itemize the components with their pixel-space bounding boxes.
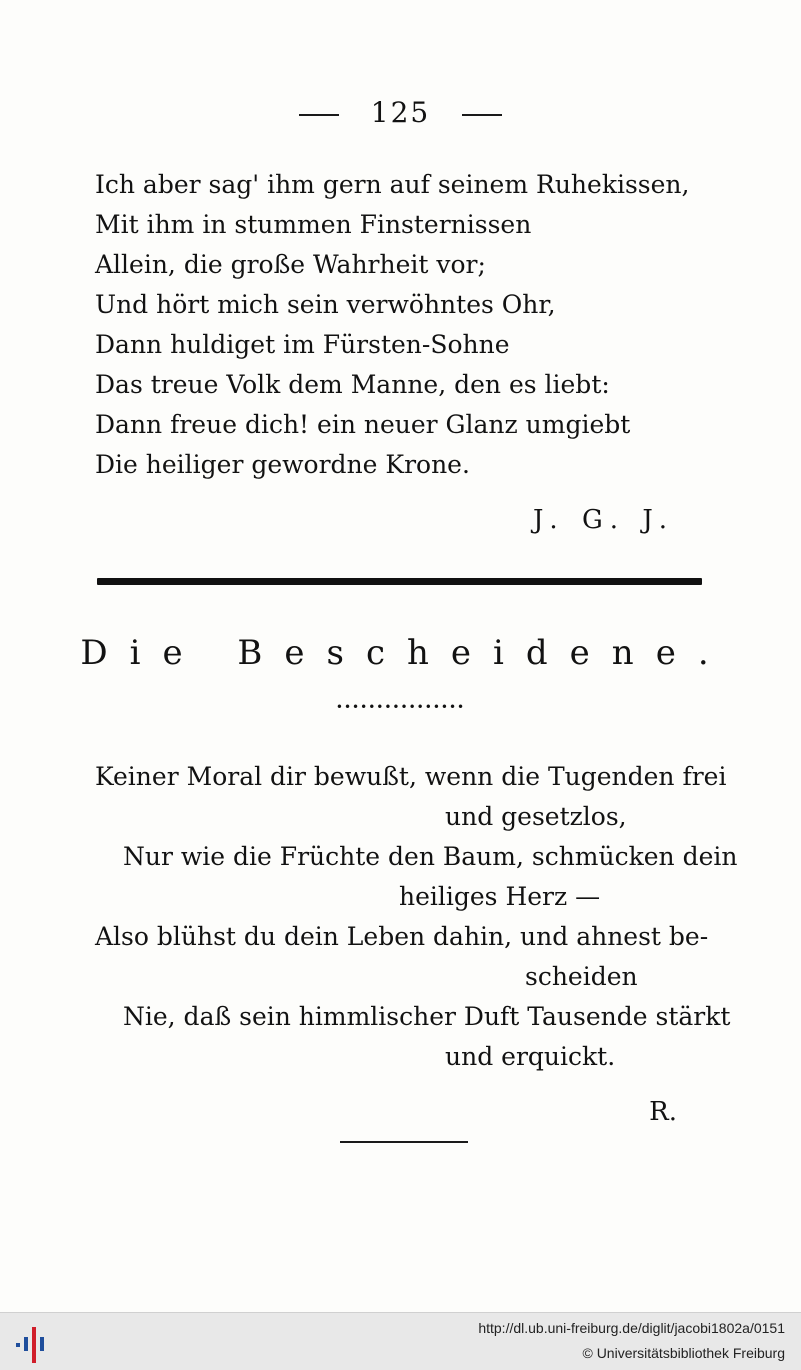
- folio-dash-left: [299, 114, 339, 116]
- poem2-line: Nie, daß sein himmlischer Duft Tausende stärkt: [123, 1002, 731, 1031]
- logo-graphic: [8, 1321, 54, 1365]
- poem2-line: Also blühst du dein Leben dahin, und ahnest be-: [95, 922, 709, 951]
- poem1-signature: J. G. J.: [533, 505, 675, 535]
- page-number: [0, 96, 801, 129]
- poem1-line: Die heiliger gewordne Krone.: [95, 450, 470, 479]
- section-divider: [97, 578, 702, 585]
- poem1-line: Dann freue dich! ein neuer Glanz umgiebt: [95, 410, 631, 439]
- copyright-text: © Universitätsbibliothek Freiburg: [582, 1345, 785, 1361]
- poem-first-stanza: [95, 165, 689, 485]
- page-number-text: 125: [370, 96, 431, 129]
- title-ornament: ••••••••••••••••: [335, 700, 466, 714]
- poem1-line: Ich aber sag' ihm gern auf seinem Ruhekissen,: [95, 170, 690, 199]
- poem2-line: Nur wie die Früchte den Baum, schmücken dein: [123, 842, 738, 871]
- poem1-line: Mit ihm in stummen Finsternissen: [95, 210, 532, 239]
- ub-freiburg-logo-icon[interactable]: [8, 1321, 54, 1365]
- poem2-line-turnover: und gesetzlos,: [445, 802, 627, 831]
- poem2-line-turnover: scheiden: [525, 962, 638, 991]
- permalink-link[interactable]: http://dl.ub.uni-freiburg.de/diglit/jacobi1802a/0151: [478, 1320, 785, 1336]
- poem1-line: Allein, die große Wahrheit vor;: [95, 250, 486, 279]
- folio-dash-right: [462, 114, 502, 116]
- poem1-line: Dann huldiget im Fürsten-Sohne: [95, 330, 510, 359]
- poem1-line: Und hört mich sein verwöhntes Ohr,: [95, 290, 556, 319]
- poem1-line: Das treue Volk dem Manne, den es liebt:: [95, 370, 610, 399]
- poem2-line: Keiner Moral dir bewußt, wenn die Tugenden frei: [95, 762, 727, 791]
- end-rule: [340, 1141, 468, 1143]
- poem2-line-turnover: heiliges Herz —: [399, 882, 601, 911]
- poem2-line-turnover: und erquickt.: [445, 1042, 616, 1071]
- poem2-signature: R.: [649, 1097, 677, 1127]
- footer-bar: [0, 1312, 801, 1370]
- poem2-title: Die Bescheidene.: [80, 633, 731, 673]
- poem-second: [95, 757, 738, 1077]
